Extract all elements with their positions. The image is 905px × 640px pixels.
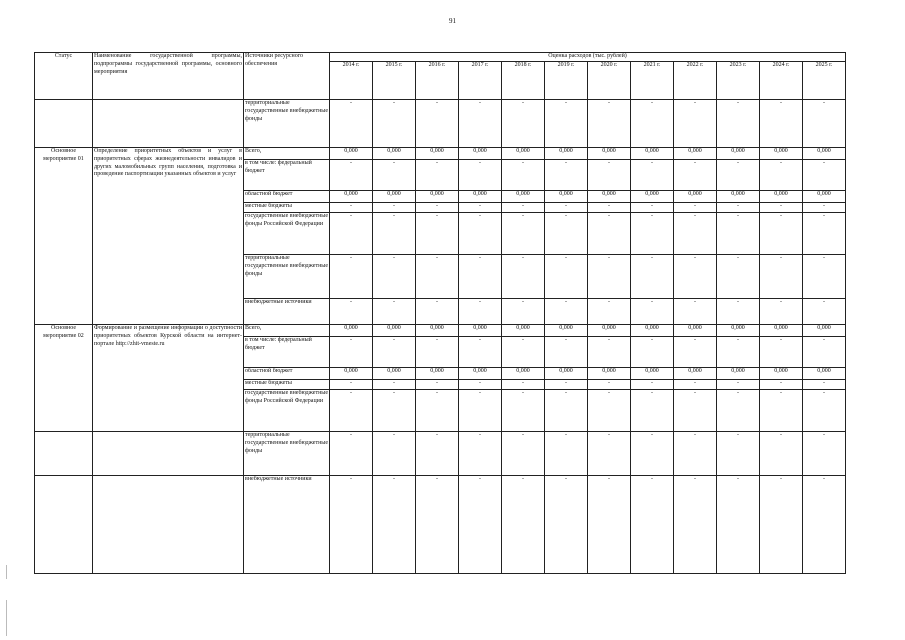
value-cell: - — [373, 390, 416, 432]
header-year: 2014 г. — [330, 62, 373, 100]
source-cell: территориальные государственные внебюджетные фонды — [244, 432, 330, 476]
value-cell: - — [717, 390, 760, 432]
value-cell: - — [330, 203, 373, 213]
value-cell: - — [459, 337, 502, 368]
value-cell: - — [330, 213, 373, 255]
value-cell: - — [373, 160, 416, 191]
value-cell: - — [502, 213, 545, 255]
value-cell: 0,000 — [459, 325, 502, 337]
table-row — [35, 432, 846, 476]
value-cell: 0,000 — [459, 368, 502, 380]
value-cell: 0,000 — [373, 368, 416, 380]
value-cell: - — [717, 337, 760, 368]
value-cell: 0,000 — [502, 148, 545, 160]
value-cell: - — [416, 203, 459, 213]
value-cell: 0,000 — [416, 325, 459, 337]
value-cell: - — [459, 380, 502, 390]
value-cell: - — [588, 213, 631, 255]
value-cell: 0,000 — [545, 325, 588, 337]
value-cell: - — [803, 476, 846, 574]
header-year: 2021 г. — [631, 62, 674, 100]
value-cell: - — [416, 299, 459, 325]
value-cell: - — [760, 255, 803, 299]
value-cell: 0,000 — [459, 148, 502, 160]
value-cell: - — [760, 390, 803, 432]
value-cell: - — [803, 390, 846, 432]
value-cell: - — [459, 432, 502, 476]
value-cell: - — [330, 255, 373, 299]
value-cell: 0,000 — [631, 191, 674, 203]
value-cell: 0,000 — [760, 325, 803, 337]
value-cell: - — [717, 203, 760, 213]
expense-table — [34, 52, 846, 574]
value-cell: - — [416, 337, 459, 368]
source-cell: территориальные государственные внебюджетные фонды — [244, 100, 330, 148]
value-cell: - — [674, 380, 717, 390]
value-cell: 0,000 — [717, 148, 760, 160]
value-cell: - — [502, 476, 545, 574]
value-cell: - — [631, 255, 674, 299]
value-cell: - — [330, 160, 373, 191]
value-cell: - — [330, 476, 373, 574]
status-cell — [35, 432, 93, 476]
value-cell: - — [459, 100, 502, 148]
value-cell: - — [760, 100, 803, 148]
value-cell: - — [760, 203, 803, 213]
value-cell: - — [330, 100, 373, 148]
value-cell: - — [803, 100, 846, 148]
value-cell: - — [674, 299, 717, 325]
value-cell: 0,000 — [631, 148, 674, 160]
value-cell: - — [545, 160, 588, 191]
value-cell: 0,000 — [588, 368, 631, 380]
value-cell: - — [803, 337, 846, 368]
source-cell: государственные внебюджетные фонды Российской Федерации — [244, 213, 330, 255]
value-cell: - — [631, 476, 674, 574]
header-name: Наименование государственной программы, подпрограммы государственной программы, основного мероприятия — [93, 53, 244, 100]
value-cell: 0,000 — [803, 325, 846, 337]
value-cell: - — [545, 476, 588, 574]
value-cell: - — [717, 299, 760, 325]
value-cell: - — [373, 476, 416, 574]
value-cell: - — [674, 476, 717, 574]
value-cell: - — [459, 299, 502, 325]
value-cell: - — [674, 203, 717, 213]
value-cell: - — [674, 213, 717, 255]
source-cell: государственные внебюджетные фонды Российской Федерации — [244, 390, 330, 432]
value-cell: 0,000 — [588, 148, 631, 160]
value-cell: - — [545, 213, 588, 255]
header-year: 2022 г. — [674, 62, 717, 100]
value-cell: 0,000 — [416, 191, 459, 203]
value-cell: - — [502, 432, 545, 476]
source-cell: внебюджетные источники — [244, 476, 330, 574]
source-cell: в том числе: федеральный бюджет — [244, 337, 330, 368]
header-year: 2016 г. — [416, 62, 459, 100]
value-cell: - — [459, 255, 502, 299]
name-cell: Определение приоритетных объектов и услуг в приоритетных сферах жизнедеятельности инвалидов и других маломобильных групп населения, подготовка и проведение паспортизации указанных объектов и услуг — [93, 148, 244, 325]
value-cell: - — [373, 203, 416, 213]
value-cell: 0,000 — [674, 325, 717, 337]
value-cell: - — [588, 337, 631, 368]
value-cell: - — [631, 160, 674, 191]
source-cell: внебюджетные источники — [244, 299, 330, 325]
value-cell: - — [588, 432, 631, 476]
name-cell — [93, 476, 244, 574]
value-cell: - — [760, 380, 803, 390]
value-cell: 0,000 — [674, 148, 717, 160]
value-cell: - — [588, 255, 631, 299]
value-cell: 0,000 — [588, 191, 631, 203]
value-cell: - — [588, 100, 631, 148]
value-cell: 0,000 — [760, 191, 803, 203]
table-row — [35, 148, 846, 160]
value-cell: - — [674, 160, 717, 191]
value-cell: - — [717, 160, 760, 191]
value-cell: - — [760, 432, 803, 476]
value-cell: - — [803, 160, 846, 191]
value-cell: 0,000 — [545, 148, 588, 160]
table-row — [35, 476, 846, 574]
header-year: 2020 г. — [588, 62, 631, 100]
value-cell: 0,000 — [545, 368, 588, 380]
value-cell: 0,000 — [803, 148, 846, 160]
value-cell: 0,000 — [330, 325, 373, 337]
header-year: 2025 г. — [803, 62, 846, 100]
value-cell: 0,000 — [803, 368, 846, 380]
value-cell: - — [588, 160, 631, 191]
header-status: Статус — [35, 53, 93, 100]
value-cell: - — [588, 380, 631, 390]
value-cell: - — [717, 255, 760, 299]
value-cell: - — [416, 213, 459, 255]
value-cell: - — [760, 476, 803, 574]
value-cell: 0,000 — [760, 148, 803, 160]
source-cell: местные бюджеты — [244, 203, 330, 213]
header-year: 2017 г. — [459, 62, 502, 100]
value-cell: - — [330, 432, 373, 476]
value-cell: 0,000 — [631, 325, 674, 337]
value-cell: - — [545, 100, 588, 148]
value-cell: - — [330, 390, 373, 432]
value-cell: - — [717, 432, 760, 476]
value-cell: - — [545, 390, 588, 432]
value-cell: 0,000 — [502, 368, 545, 380]
value-cell: - — [545, 432, 588, 476]
value-cell: - — [373, 432, 416, 476]
value-cell: 0,000 — [416, 368, 459, 380]
value-cell: 0,000 — [502, 191, 545, 203]
value-cell: - — [502, 299, 545, 325]
value-cell: - — [803, 380, 846, 390]
value-cell: - — [674, 432, 717, 476]
status-cell: Основное мероприятие 01 — [35, 148, 93, 325]
value-cell: - — [717, 213, 760, 255]
name-cell — [93, 432, 244, 476]
value-cell: - — [717, 476, 760, 574]
header-year: 2019 г. — [545, 62, 588, 100]
page-number: 91 — [449, 17, 456, 25]
value-cell: - — [674, 337, 717, 368]
value-cell: 0,000 — [717, 325, 760, 337]
value-cell: - — [545, 337, 588, 368]
value-cell: - — [459, 213, 502, 255]
value-cell: - — [631, 299, 674, 325]
value-cell: - — [502, 100, 545, 148]
value-cell: - — [416, 255, 459, 299]
value-cell: 0,000 — [760, 368, 803, 380]
source-cell: в том числе: федеральный бюджет — [244, 160, 330, 191]
value-cell: - — [373, 337, 416, 368]
value-cell: - — [631, 380, 674, 390]
value-cell: - — [330, 337, 373, 368]
value-cell: 0,000 — [459, 191, 502, 203]
table-row — [35, 325, 846, 337]
value-cell: - — [373, 255, 416, 299]
status-cell: Основное мероприятие 02 — [35, 325, 93, 432]
name-cell: Формирование и размещение информации о доступности приоритетных объектов Курской области на интернет-портале http://zhit-vmeste.ru — [93, 325, 244, 432]
source-cell: территориальные государственные внебюджетные фонды — [244, 255, 330, 299]
binding-mark — [6, 565, 7, 579]
value-cell: 0,000 — [330, 148, 373, 160]
value-cell: 0,000 — [717, 368, 760, 380]
value-cell: 0,000 — [373, 191, 416, 203]
value-cell: - — [330, 380, 373, 390]
value-cell: - — [545, 380, 588, 390]
value-cell: - — [373, 100, 416, 148]
value-cell: 0,000 — [330, 368, 373, 380]
value-cell: - — [459, 390, 502, 432]
status-cell — [35, 476, 93, 574]
value-cell: - — [717, 100, 760, 148]
value-cell: - — [588, 203, 631, 213]
name-cell — [93, 100, 244, 148]
header-year: 2024 г. — [760, 62, 803, 100]
header-year: 2018 г. — [502, 62, 545, 100]
value-cell: - — [373, 213, 416, 255]
value-cell: - — [416, 390, 459, 432]
value-cell: - — [416, 380, 459, 390]
value-cell: - — [545, 299, 588, 325]
value-cell: - — [803, 203, 846, 213]
header-year: 2015 г. — [373, 62, 416, 100]
value-cell: - — [631, 337, 674, 368]
value-cell: - — [631, 203, 674, 213]
binding-mark — [6, 600, 7, 636]
value-cell: 0,000 — [373, 325, 416, 337]
value-cell: 0,000 — [330, 191, 373, 203]
value-cell: - — [717, 380, 760, 390]
value-cell: - — [502, 380, 545, 390]
value-cell: 0,000 — [373, 148, 416, 160]
value-cell: 0,000 — [502, 325, 545, 337]
value-cell: 0,000 — [545, 191, 588, 203]
header-source: Источники ресурсного обеспечения — [244, 53, 330, 100]
value-cell: - — [330, 299, 373, 325]
value-cell: - — [416, 100, 459, 148]
value-cell: - — [545, 255, 588, 299]
value-cell: 0,000 — [674, 191, 717, 203]
value-cell: 0,000 — [674, 368, 717, 380]
value-cell: - — [631, 100, 674, 148]
value-cell: - — [803, 255, 846, 299]
source-cell: областной бюджет — [244, 368, 330, 380]
value-cell: - — [502, 255, 545, 299]
value-cell: - — [803, 432, 846, 476]
value-cell: - — [459, 203, 502, 213]
value-cell: - — [373, 380, 416, 390]
value-cell: - — [631, 390, 674, 432]
status-cell — [35, 100, 93, 148]
value-cell: - — [373, 299, 416, 325]
value-cell: - — [502, 390, 545, 432]
value-cell: - — [588, 390, 631, 432]
header-year: 2023 г. — [717, 62, 760, 100]
value-cell: - — [760, 337, 803, 368]
value-cell: - — [416, 160, 459, 191]
value-cell: - — [674, 100, 717, 148]
value-cell: - — [760, 213, 803, 255]
value-cell: - — [631, 213, 674, 255]
value-cell: - — [588, 476, 631, 574]
value-cell: - — [502, 337, 545, 368]
table-row — [35, 100, 846, 148]
value-cell: - — [803, 299, 846, 325]
value-cell: - — [760, 160, 803, 191]
source-cell: Всего, — [244, 325, 330, 337]
value-cell: 0,000 — [717, 191, 760, 203]
value-cell: - — [588, 299, 631, 325]
source-cell: Всего, — [244, 148, 330, 160]
value-cell: 0,000 — [631, 368, 674, 380]
value-cell: - — [502, 160, 545, 191]
value-cell: - — [459, 476, 502, 574]
value-cell: - — [459, 160, 502, 191]
value-cell: 0,000 — [803, 191, 846, 203]
value-cell: 0,000 — [416, 148, 459, 160]
value-cell: - — [545, 203, 588, 213]
header-estimate: Оценка расходов (тыс. рублей) — [330, 53, 846, 62]
value-cell: 0,000 — [588, 325, 631, 337]
value-cell: - — [803, 213, 846, 255]
value-cell: - — [416, 432, 459, 476]
value-cell: - — [674, 390, 717, 432]
source-cell: местные бюджеты — [244, 380, 330, 390]
value-cell: - — [416, 476, 459, 574]
source-cell: областной бюджет — [244, 191, 330, 203]
value-cell: - — [674, 255, 717, 299]
value-cell: - — [631, 432, 674, 476]
value-cell: - — [502, 203, 545, 213]
value-cell: - — [760, 299, 803, 325]
